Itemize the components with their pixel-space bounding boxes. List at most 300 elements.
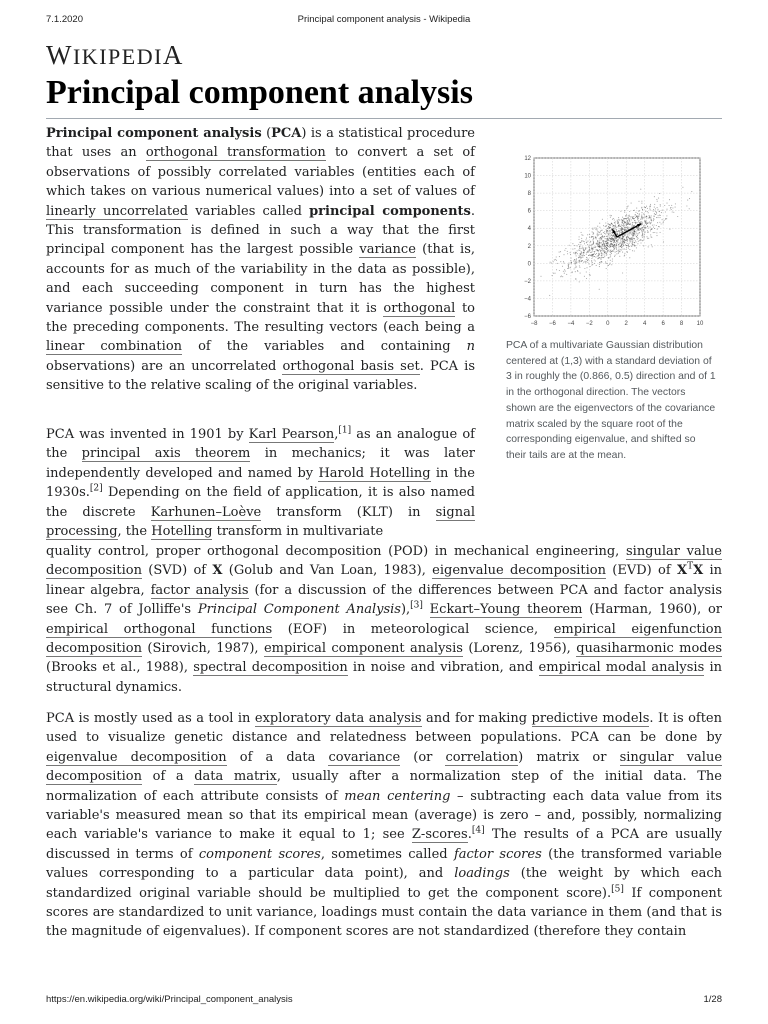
data-point — [636, 236, 637, 237]
data-point — [641, 231, 642, 232]
wiki-link[interactable]: orthogonal transformation — [145, 145, 326, 161]
data-point — [618, 222, 619, 223]
wiki-link[interactable]: empirical orthogonal functions — [46, 621, 273, 637]
data-point — [578, 257, 579, 258]
wordmark-middle: IKIPEDI — [72, 44, 163, 69]
data-point — [654, 228, 655, 229]
data-point — [606, 236, 607, 237]
data-point — [596, 249, 597, 250]
data-point — [621, 219, 622, 220]
data-point — [583, 252, 584, 253]
data-point — [585, 248, 586, 249]
data-point — [621, 228, 622, 229]
data-point — [586, 254, 587, 255]
data-point — [646, 222, 647, 223]
text-run: in structural dynamics. — [46, 660, 722, 695]
data-point — [644, 217, 645, 218]
data-point — [570, 252, 571, 253]
data-point — [580, 244, 581, 245]
data-point — [646, 223, 647, 224]
data-point — [642, 232, 643, 233]
data-point — [579, 248, 580, 249]
y-tick-label: 8 — [527, 191, 531, 198]
data-point — [602, 249, 603, 250]
data-point — [636, 247, 637, 248]
wiki-link[interactable]: predictive models — [531, 711, 650, 726]
wiki-link[interactable]: Eckart–Young theorem — [429, 602, 583, 618]
data-point — [666, 203, 667, 204]
data-point — [654, 213, 655, 214]
x-tick-label: 10 — [696, 321, 704, 327]
wiki-link[interactable]: empirical component analysis — [263, 641, 463, 657]
data-point — [649, 208, 650, 209]
data-point — [552, 275, 553, 276]
data-point — [559, 252, 560, 253]
data-point — [605, 226, 606, 227]
data-point — [675, 207, 676, 208]
data-point — [632, 250, 633, 251]
wiki-link[interactable]: orthogonal — [383, 300, 456, 316]
data-point — [663, 241, 664, 242]
data-point — [600, 259, 601, 260]
data-point — [605, 233, 606, 234]
data-point — [584, 276, 585, 277]
data-point — [626, 208, 627, 209]
data-point — [579, 255, 580, 256]
data-point — [638, 215, 639, 216]
text-run: of the variables and containing — [182, 339, 467, 355]
data-point — [630, 241, 631, 242]
data-point — [636, 230, 637, 231]
data-point — [598, 232, 599, 233]
data-point — [637, 237, 638, 238]
wiki-link[interactable]: variance — [359, 242, 416, 258]
wiki-link[interactable]: spectral decomposition — [193, 660, 348, 676]
data-point — [639, 232, 640, 233]
data-point — [619, 224, 620, 225]
data-point — [611, 245, 612, 246]
text-run: to the preceding components. The resulting vectors (each being a — [46, 300, 475, 336]
wiki-link[interactable]: Hotelling — [151, 524, 213, 540]
data-point — [580, 256, 581, 257]
data-point — [566, 274, 567, 275]
wiki-link[interactable]: Karhunen–Loève — [150, 504, 262, 520]
data-point — [567, 251, 568, 252]
y-tick-label: 10 — [524, 173, 531, 180]
data-point — [610, 235, 611, 236]
data-point — [656, 225, 657, 226]
data-point — [612, 238, 613, 239]
data-point — [654, 207, 655, 208]
data-point — [615, 255, 616, 256]
data-point — [571, 262, 572, 263]
text-run: , the — [117, 524, 152, 540]
data-point — [611, 264, 612, 265]
data-point — [608, 243, 609, 244]
data-point — [646, 216, 647, 217]
data-point — [581, 251, 582, 252]
data-point — [588, 250, 589, 251]
data-point — [576, 258, 577, 259]
data-point — [568, 264, 569, 265]
data-point — [597, 226, 598, 227]
data-point — [562, 266, 563, 267]
data-point — [597, 231, 598, 232]
print-url: https://en.wikipedia.org/wiki/Principal_component_analysis — [46, 994, 293, 1005]
data-point — [669, 199, 670, 200]
data-point — [644, 236, 645, 237]
data-point — [559, 270, 560, 271]
wiki-link[interactable]: correlation — [445, 749, 519, 765]
data-point — [671, 209, 672, 210]
data-point — [627, 217, 628, 218]
data-point — [641, 228, 642, 229]
data-point — [599, 262, 600, 263]
data-point — [618, 249, 619, 250]
y-tick-label: 0 — [527, 261, 531, 268]
data-point — [604, 251, 605, 252]
data-point — [595, 249, 596, 250]
data-point — [640, 228, 641, 229]
data-point — [619, 256, 620, 257]
data-point — [627, 252, 628, 253]
data-point — [604, 233, 605, 234]
data-point — [572, 243, 573, 244]
data-point — [591, 248, 592, 249]
wiki-link[interactable]: signal processing — [46, 504, 475, 540]
data-point — [629, 233, 630, 234]
data-point — [577, 250, 578, 251]
data-point — [629, 218, 630, 219]
data-point — [608, 265, 609, 266]
wiki-link[interactable]: Harold Hotelling — [318, 465, 431, 481]
data-point — [574, 263, 575, 264]
data-point — [614, 225, 615, 226]
data-point — [614, 245, 615, 246]
data-point — [591, 244, 592, 245]
wiki-link[interactable]: singular value decomposition — [46, 749, 723, 785]
data-point — [601, 252, 602, 253]
data-point — [650, 234, 651, 235]
data-point — [632, 242, 633, 243]
data-point — [646, 236, 647, 237]
data-point — [626, 229, 627, 230]
data-point — [643, 213, 644, 214]
data-point — [598, 246, 599, 247]
data-point — [571, 272, 572, 273]
data-point — [618, 223, 619, 224]
data-point — [586, 252, 587, 253]
data-point — [620, 241, 621, 242]
data-point — [623, 225, 624, 226]
data-point — [634, 245, 635, 246]
text-run: (that is, accounts for as much of the variability in the data as possible), and each succeeding component in turn has the highest variance possible under the constraint that it is — [46, 242, 475, 316]
data-point — [600, 237, 601, 238]
reference-link[interactable]: [3] — [410, 600, 423, 611]
data-point — [565, 248, 566, 249]
data-point — [580, 254, 581, 255]
data-point — [563, 263, 564, 264]
y-tick-label: 4 — [527, 226, 531, 233]
data-point — [656, 217, 657, 218]
wordmark-initial: W — [46, 40, 73, 70]
wiki-link[interactable]: principal axis theorem — [81, 446, 251, 462]
data-point — [597, 246, 598, 247]
wiki-link[interactable]: Karl Pearson — [248, 427, 335, 442]
data-point — [587, 244, 588, 245]
data-point — [574, 248, 575, 249]
data-point — [602, 237, 603, 238]
wiki-link[interactable]: covariance — [328, 749, 401, 765]
data-point — [630, 232, 631, 233]
data-point — [619, 243, 620, 244]
data-point — [610, 215, 611, 216]
reference-link[interactable]: [4] — [471, 826, 485, 837]
reference-link[interactable]: [1] — [338, 425, 352, 436]
data-point — [600, 238, 601, 239]
data-point — [613, 247, 614, 248]
data-point — [629, 231, 630, 232]
wiki-link[interactable]: linearly uncorrelated — [46, 203, 189, 219]
data-point — [634, 250, 635, 251]
text-run: (the weight by which each standardized original variable should be multiplied to get the component score). — [46, 866, 722, 901]
data-point — [573, 261, 574, 262]
data-point — [670, 207, 671, 208]
data-point — [642, 218, 643, 219]
wiki-link[interactable]: empirical modal analysis — [538, 660, 705, 676]
data-point — [610, 225, 611, 226]
data-point — [595, 260, 596, 261]
data-point — [632, 230, 633, 231]
data-point — [588, 252, 589, 253]
x-tick-label: 4 — [642, 321, 647, 327]
data-point — [610, 256, 611, 257]
data-point — [610, 241, 611, 242]
data-point — [610, 217, 611, 218]
data-point — [657, 229, 658, 230]
data-point — [649, 206, 650, 207]
data-point — [605, 245, 606, 246]
data-point — [575, 265, 576, 266]
data-point — [647, 226, 648, 227]
data-point — [663, 221, 664, 222]
data-point — [653, 218, 654, 219]
data-point — [602, 236, 603, 237]
data-point — [629, 216, 630, 217]
data-point — [612, 246, 613, 247]
data-point — [627, 241, 628, 242]
data-point — [618, 237, 619, 238]
data-point — [666, 209, 667, 210]
text-run: ) is a statistical procedure that uses an — [46, 126, 475, 161]
wiki-link[interactable]: eigenvalue decomposition — [46, 749, 227, 765]
data-point — [601, 237, 602, 238]
data-point — [582, 247, 583, 248]
data-point — [578, 250, 579, 251]
data-point — [634, 210, 635, 211]
data-point — [606, 268, 607, 269]
data-point — [657, 209, 658, 210]
data-point — [607, 223, 608, 224]
data-point — [637, 213, 638, 214]
data-point — [600, 246, 601, 247]
data-point — [689, 208, 690, 209]
data-point — [631, 219, 632, 220]
data-point — [570, 267, 571, 268]
wiki-link[interactable]: orthogonal basis set — [282, 358, 420, 374]
wiki-link[interactable]: factor analysis — [150, 582, 249, 598]
text-run: (Golub and Van Loan, 1983), — [222, 563, 433, 579]
data-point — [657, 217, 658, 218]
data-point — [602, 245, 603, 246]
text-run: (Brooks et al., 1988), — [46, 660, 194, 676]
data-point — [619, 231, 620, 232]
data-point — [638, 201, 639, 202]
text-run: The results of a PCA are usually discussed in terms of — [46, 827, 722, 862]
data-point — [632, 237, 633, 238]
data-point — [622, 239, 623, 240]
data-point — [610, 238, 611, 239]
data-point — [581, 241, 582, 242]
data-point — [647, 230, 648, 231]
data-point — [629, 234, 630, 235]
reference-link[interactable]: [2] — [89, 483, 103, 494]
wiki-link[interactable]: eigenvalue decomposition — [432, 563, 606, 579]
data-point — [581, 238, 582, 239]
data-point — [604, 231, 605, 232]
data-point — [599, 249, 600, 250]
data-point — [611, 230, 612, 231]
bold-text: X — [693, 563, 704, 579]
data-point — [637, 243, 638, 244]
data-point — [604, 243, 605, 244]
data-point — [638, 228, 639, 229]
data-point — [643, 226, 644, 227]
text-run: ) matrix or — [518, 749, 620, 765]
data-point — [589, 254, 590, 255]
data-point — [641, 217, 642, 218]
data-point — [660, 232, 661, 233]
data-point — [576, 260, 577, 261]
data-point — [629, 240, 630, 241]
wiki-link[interactable]: empirical eigenfunction decomposition — [46, 621, 723, 657]
data-point — [578, 239, 579, 240]
wiki-link[interactable]: data matrix — [194, 769, 277, 785]
reference-link[interactable]: [5] — [611, 884, 624, 895]
data-point — [568, 263, 569, 264]
data-point — [636, 216, 637, 217]
data-point — [556, 256, 557, 257]
data-point — [622, 222, 623, 223]
data-point — [611, 251, 612, 252]
data-point — [615, 228, 616, 229]
data-point — [596, 228, 597, 229]
wikipedia-wordmark[interactable] — [46, 40, 184, 71]
data-point — [649, 216, 650, 217]
data-point — [567, 268, 568, 269]
data-point — [689, 198, 690, 199]
data-point — [597, 230, 598, 231]
data-point — [610, 254, 611, 255]
data-point — [652, 225, 653, 226]
data-point — [637, 217, 638, 218]
data-point — [629, 246, 630, 247]
data-point — [607, 263, 608, 264]
data-point — [623, 239, 624, 240]
data-point — [600, 231, 601, 232]
data-point — [590, 266, 591, 267]
data-point — [638, 238, 639, 239]
data-point — [621, 247, 622, 248]
wiki-link[interactable]: linear combination — [46, 339, 183, 355]
data-point — [618, 253, 619, 254]
data-point — [632, 222, 633, 223]
data-point — [622, 252, 623, 253]
data-point — [657, 207, 658, 208]
data-point — [614, 241, 615, 242]
data-point — [592, 251, 593, 252]
wordmark-final: A — [162, 40, 184, 70]
wiki-link[interactable]: exploratory data analysis — [254, 711, 422, 726]
wiki-link[interactable]: quasiharmonic modes — [576, 641, 722, 657]
data-point — [618, 231, 619, 232]
italic-text: n — [466, 339, 475, 355]
data-point — [601, 248, 602, 249]
data-point — [653, 211, 654, 212]
data-point — [610, 260, 611, 261]
data-point — [613, 235, 614, 236]
data-point — [626, 249, 627, 250]
data-point — [578, 244, 579, 245]
data-point — [564, 269, 565, 270]
data-point — [618, 239, 619, 240]
data-point — [648, 228, 649, 229]
data-point — [630, 231, 631, 232]
data-point — [646, 224, 647, 225]
data-point — [600, 234, 601, 235]
data-point — [551, 263, 552, 264]
data-point — [597, 235, 598, 236]
data-point — [627, 234, 628, 235]
data-point — [610, 243, 611, 244]
data-point — [620, 230, 621, 231]
data-point — [613, 218, 614, 219]
data-point — [612, 224, 613, 225]
data-point — [591, 237, 592, 238]
data-point — [651, 217, 652, 218]
data-point — [589, 250, 590, 251]
data-point — [656, 212, 657, 213]
data-point — [628, 227, 629, 228]
data-point — [608, 242, 609, 243]
data-point — [629, 221, 630, 222]
data-point — [587, 260, 588, 261]
wiki-link[interactable]: Z-scores — [411, 827, 468, 843]
data-point — [621, 244, 622, 245]
data-point — [568, 267, 569, 268]
data-point — [593, 232, 594, 233]
data-point — [589, 247, 590, 248]
data-point — [648, 232, 649, 233]
data-point — [626, 214, 627, 215]
data-point — [585, 249, 586, 250]
data-point — [595, 246, 596, 247]
data-point — [586, 271, 587, 272]
data-point — [639, 222, 640, 223]
data-point — [592, 231, 593, 232]
wiki-link[interactable]: singular value decomposition — [46, 544, 722, 579]
data-point — [635, 234, 636, 235]
